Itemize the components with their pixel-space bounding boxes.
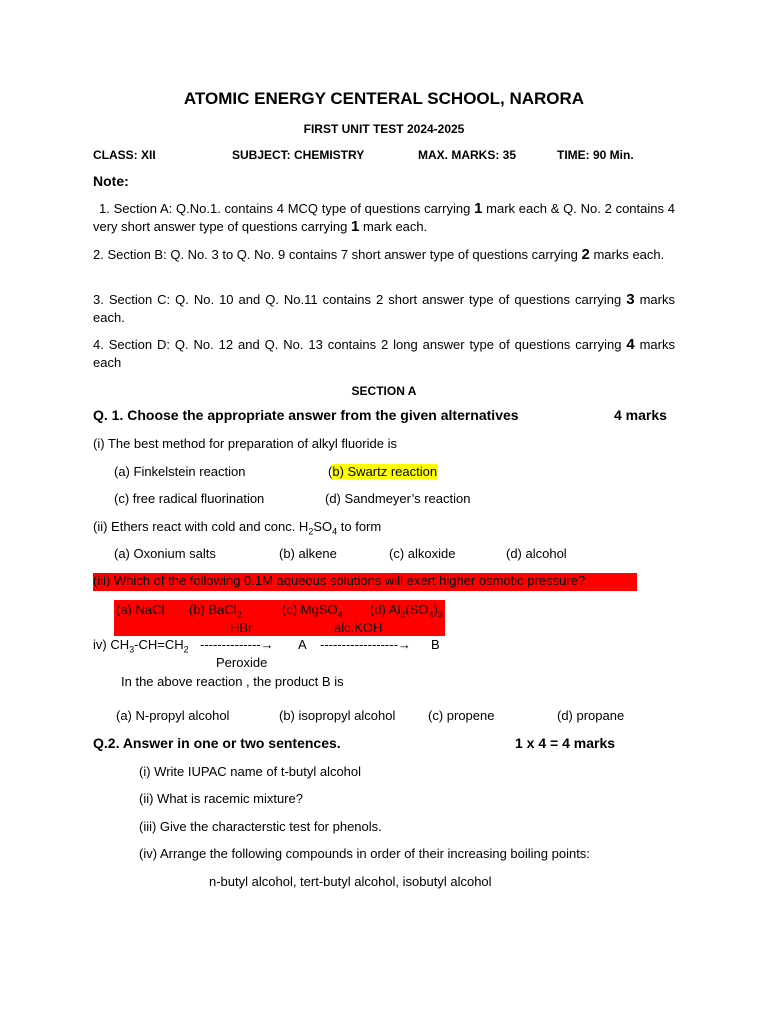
q1-i-stem: (i) The best method for preparation of alkyl fluoride is [93, 436, 397, 451]
note-item-1: 1. Section A: Q.No.1. contains 4 MCQ type of questions carrying 1 mark each & Q. No. 2 contains 4 very short answer type of questions carrying 1 mark each. [93, 200, 675, 235]
q1-iv-option-a: (a) N-propyl alcohol [116, 708, 230, 723]
q2-item-i: (i) Write IUPAC name of t-butyl alcohol [139, 764, 362, 779]
class-label: CLASS: XII [93, 148, 156, 162]
q1-iii-stem: (iii) Which of the following 0.1M aqueous solutions will exert higher osmotic pressure? [93, 573, 637, 591]
reagent-hbr: HBr [230, 620, 253, 635]
q1-heading: Q. 1. Choose the appropriate answer from the given alternatives [93, 407, 519, 423]
arrow-1: --------------→ [200, 637, 274, 652]
answer-highlight: b) Swartz reaction [332, 464, 438, 479]
school-title: ATOMIC ENERGY CENTERAL SCHOOL, NARORA [183, 89, 585, 108]
arrow-2: ------------------→ [320, 637, 411, 652]
reagent-peroxide: Peroxide [216, 655, 268, 670]
q1-iv-option-b: (b) isopropyl alcohol [279, 708, 396, 723]
q1-iii-option-b: (b) BaCl$_2$ [189, 602, 242, 620]
product-a: A [298, 637, 307, 652]
q2-item-iii: (iii) Give the characterstic test for phenols. [139, 819, 382, 834]
q1-iii-option-a: (a) NaCl [116, 602, 165, 617]
q1-marks: 4 marks [614, 407, 667, 423]
test-title: FIRST UNIT TEST 2024-2025 [303, 122, 465, 136]
q1-i-option-d: (d) Sandmeyer’s reaction [325, 491, 471, 506]
reactant: iv) $CH_3-CH=CH_2$ [93, 637, 189, 655]
q2-item-iv: (iv) Arrange the following compounds in order of their increasing boiling points: [139, 846, 590, 861]
subject-label: SUBJECT: CHEMISTRY [232, 148, 365, 162]
q1-i-option-a: (a) Finkelstein reaction [114, 464, 246, 479]
q2-marks: 1 x 4 = 4 marks [515, 735, 616, 751]
section-a-heading: SECTION A [351, 384, 417, 398]
product-b: B [431, 637, 440, 652]
q1-iv-option-d: (d) propane [557, 708, 625, 723]
q1-ii-option-b: (b) alkene [279, 546, 337, 561]
q1-ii-option-d: (d) alcohol [506, 546, 567, 561]
q2-heading: Q.2. Answer in one or two sentences. [93, 735, 341, 751]
q1-iii-option-d: (d) $Al_2(SO_4)_3$ [370, 602, 443, 620]
q1-iv-option-c: (c) propene [428, 708, 495, 723]
time-label: TIME: 90 Min. [557, 148, 634, 162]
q1-i-option-b: (b) Swartz reaction [328, 464, 438, 479]
q2-compounds: n-butyl alcohol, tert-butyl alcohol, isobutyl alcohol [209, 874, 492, 889]
reagent-alc-koh: alc.KOH [334, 620, 383, 635]
max-marks-label: MAX. MARKS: 35 [418, 148, 517, 162]
note-item-4: 4. Section D: Q. No. 12 and Q. No. 13 contains 2 long answer type of questions carrying 4 marks each [93, 336, 675, 370]
note-label: Note: [93, 173, 129, 189]
q2-item-ii: (ii) What is racemic mixture? [139, 791, 303, 806]
q1-ii-option-c: (c) alkoxide [389, 546, 456, 561]
note-item-3: 3. Section C: Q. No. 10 and Q. No.11 contains 2 short answer type of questions carrying 3 marks each. [93, 291, 675, 325]
q1-iv-stem: In the above reaction , the product B is [121, 674, 344, 689]
note-item-2: 2. Section B: Q. No. 3 to Q. No. 9 contains 7 short answer type of questions carrying 2 marks each. [93, 246, 665, 263]
q1-ii-option-a: (a) Oxonium salts [114, 546, 216, 561]
q1-iii-option-c: (c) MgSO$_4$ [282, 602, 343, 620]
q1-i-option-c: (c) free radical fluorination [114, 491, 265, 506]
q1-ii-stem: (ii) Ethers react with cold and conc. $H_2SO_4$ to form [93, 519, 382, 537]
